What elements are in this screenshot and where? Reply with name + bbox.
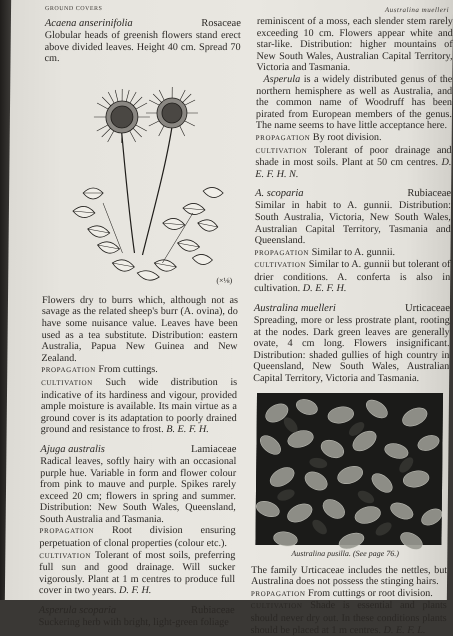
propagation-note [254, 247, 450, 260]
cultivation-codes: D. F. H. [119, 585, 151, 596]
entry-continued: reminiscent of a moss, each slender stem rarely exceeding 10 cm. Flowers appear white and star-like. Distribution: higher mountains of New South Wales, Australian Capital Territory, Victoria and Tasmania. [256, 16, 453, 74]
plant-drawing [42, 73, 240, 291]
left-column [39, 6, 242, 629]
propagation-label: PROPAGATION [256, 134, 311, 142]
entry-heading-acaena [45, 18, 241, 30]
species-name: Asperula scoparia [39, 605, 116, 617]
running-head-right: Australina muelleri [257, 6, 453, 16]
cultivation-note [250, 600, 446, 636]
propagation-label: PROPAGATION [254, 249, 309, 257]
cultivation-text: Such wide distribution is indicative of its hardiness and vigour, provided ample moisture is available. Its main virtue as a ground cover is its adaptation to poorly drained ground and resistance to frost. [41, 377, 238, 435]
propagation-note [251, 588, 447, 601]
cultivation-label: CULTIVATION [39, 552, 91, 560]
cultivation-text: Tolerant of most soils, preferring full sun and good drainage. Will sucker vigorously. Plant at 1 m centres to produce full cover in two years. [39, 550, 235, 597]
cultivation-text: Tolerant of poor drainage and shade in most soils. Plant at 50 cm centres. [255, 145, 451, 169]
cultivation-codes: D. E. F. H. N. [255, 157, 451, 180]
propagation-note [41, 364, 237, 377]
cultivation-note [41, 377, 238, 436]
acaena-illustration [42, 73, 240, 291]
species-name: Ajuga australis [40, 444, 105, 456]
cultivation-text: Similar to A. gunnii but tolerant of drier conditions. A. conferta is also in cultivation. [254, 259, 450, 294]
family-name: Rubiaceae [407, 188, 451, 200]
entry-heading-a-scoparia [255, 188, 451, 200]
propagation-text: From cuttings or root division. [308, 588, 433, 599]
foliage-photo [255, 393, 443, 545]
propagation-label: PROPAGATION [251, 590, 306, 598]
propagation-label: PROPAGATION [41, 366, 96, 374]
entry-continued: Flowers dry to burrs which, although not as savage as the related sheep's burr (A. ovina), do have some nuisance value. Leaves have been used as a tea substitute. Distribution: eastern Australia, Papua New Guinea and New Zealand. [41, 295, 238, 365]
family-name: Rubiaceae [191, 605, 235, 617]
entry-heading-ajuga [40, 444, 236, 456]
genus-note [256, 74, 453, 132]
cultivation-note [255, 145, 451, 181]
cultivation-codes: D. E. F. L. [383, 625, 425, 636]
book-page [5, 0, 453, 600]
propagation-text: Similar to A. gunnii. [312, 247, 396, 258]
genus-text: is a widely distributed genus of the northern hemisphere as well as Australia, and the common name of Woodruff has been pirated from European members of the genus. The name seems to have little acceptance here. [256, 74, 453, 131]
entry-heading-asperula [39, 605, 235, 617]
entry-description: Spreading, more or less prostrate plant, rooting at the nodes. Dark green leaves are generally ovate, 4 cm long. Flowers insignificant. Distribution: shaded gullies of high country in Queensland, New South Wales, Australian Capital Territory, Victoria and Tasmania. [253, 315, 450, 385]
cultivation-note [254, 259, 450, 295]
propagation-text: From cuttings. [98, 364, 158, 375]
family-name: Lamiaceae [191, 444, 237, 456]
right-column [250, 6, 453, 636]
cultivation-label: CULTIVATION [251, 602, 303, 610]
propagation-label: PROPAGATION [40, 527, 95, 535]
species-name: A. scoparia [255, 188, 304, 200]
entry-description: Radical leaves, softly hairy with an occasional purple hue. Variable in form and flower colour from pink to mauve and purple. Spikes rarely exceed 20 cm; flowers in spring and summer. Distribution: New South Wales, Queensland, South Australia and Tasmania. [40, 456, 237, 526]
propagation-note [39, 525, 235, 549]
cultivation-note [39, 550, 235, 597]
photo-caption [291, 549, 447, 559]
family-note: The family Urticaceae includes the nettles, but Australina does not possess the stinging hairs. [251, 565, 447, 588]
australina-photo [255, 393, 443, 545]
scale-label: (×⅛) [216, 276, 232, 285]
entry-description: Globular heads of greenish flowers stand erect above divided leaves. Height 40 cm. Spread 70 cm. [44, 30, 240, 65]
propagation-text: By root division. [313, 132, 382, 143]
cultivation-label: CULTIVATION [41, 379, 93, 387]
genus-name: Asperula [263, 74, 300, 85]
species-name: Acaena anserinifolia [45, 18, 133, 30]
family-name: Urticaceae [405, 303, 450, 315]
cultivation-label: CULTIVATION [256, 147, 308, 155]
cultivation-label: CULTIVATION [254, 261, 306, 269]
entry-description: Similar in habit to A. gunnii. Distribution: South Australia, Victoria, New South Wales, Australian Capital Territory, Tasmania and Queensland. [255, 200, 451, 246]
entry-heading-australina [254, 303, 450, 315]
cultivation-text: Shade is essential and plants should never dry out. In these conditions plants should be placed at 1 m centres. [250, 600, 446, 635]
entry-description: Suckering herb with bright, light-green foliage [39, 617, 235, 629]
propagation-text: Root division ensuring perpetuation of clonal properties (colour etc.). [39, 525, 235, 549]
family-name: Rosaceae [201, 18, 241, 30]
caption-reference: (See page 76.) [353, 549, 399, 558]
species-name: Australina muelleri [254, 303, 336, 315]
cultivation-codes: D. E. F. H. [303, 283, 347, 294]
cultivation-codes: B. E. F. H. [166, 424, 209, 435]
propagation-note [256, 132, 452, 145]
caption-species: Australina pusilla. [291, 549, 351, 558]
running-head-left: GROUND COVERS [45, 6, 241, 16]
